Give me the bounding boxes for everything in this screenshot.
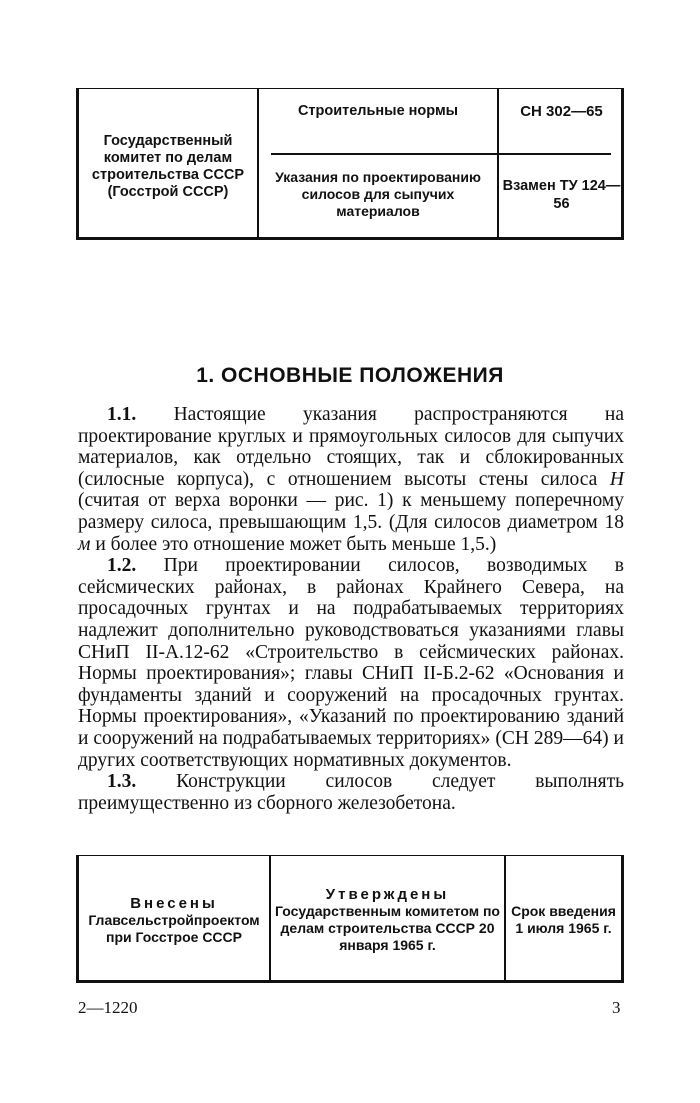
introduced-label: Внесены bbox=[130, 894, 218, 912]
effective-label: Срок введения bbox=[511, 903, 616, 919]
paragraph-1-1: 1.1. Настоящие указания распространяются на проектирование круглых и прямоугольных силосов для сыпучих материалов, как отдельно стоящих, так и сблокированных (силосные корпуса), с отношением высоты стены силоса Н (считая от верха воронки — рис. 1) к меньшему поперечному размеру силоса, превышающим 1,5. (Для силосов диаметром 18 м и более это отношение может быть меньше 1,5.) bbox=[78, 404, 624, 555]
effective-cell bbox=[506, 856, 621, 980]
approval-table bbox=[76, 855, 624, 983]
header-replaces: Взамен ТУ 124—56 bbox=[502, 178, 621, 212]
header-organization: Государственный комитет по делам строительства СССР (Госстрой СССР) bbox=[91, 133, 245, 200]
body-text bbox=[78, 404, 624, 814]
approved-cell bbox=[271, 856, 504, 980]
header-table bbox=[76, 88, 624, 240]
paragraph-1-2: 1.2. При проектировании силосов, возводимых в сейсмических районах, в районах Крайнего Севера, на просадочных грунтах и на подрабатываемых территориях надлежит дополнительно руководствоваться указаниями главы СНиП II-А.12-62 «Строительство в сейсмических районах. Нормы проектирования»; главы СНиП II-Б.2-62 «Основания и фундаменты зданий и сооружений на просадочных грунтах. Нормы проектирования», «Указаний по проектированию зданий и сооружений на подрабатываемых территориях» (СН 289—64) и других соответствующих нормативных документов. bbox=[78, 555, 624, 771]
section-title: 1. ОСНОВНЫЕ ПОЛОЖЕНИЯ bbox=[196, 364, 504, 387]
effective-date: 1 июля 1965 г. bbox=[515, 920, 612, 936]
header-code: СН 302—65 bbox=[520, 103, 603, 120]
approved-by: Государственным комитетом по делам строительства СССР 20 января 1965 г. bbox=[275, 903, 500, 953]
header-doc-type: Строительные нормы bbox=[297, 103, 459, 119]
page-number: 3 bbox=[612, 998, 621, 1017]
paragraph-1-3: 1.3. Конструкции силосов следует выполнять преимущественно из сборного железобетона. bbox=[78, 771, 624, 814]
introduced-by: Главсельстройпроектом при Госстрое СССР bbox=[88, 911, 260, 945]
header-rule bbox=[271, 153, 611, 155]
clause-number: 1.3. bbox=[107, 771, 137, 793]
clause-number: 1.1. bbox=[107, 404, 137, 425]
print-code: 2—1220 bbox=[78, 998, 138, 1017]
clause-number: 1.2. bbox=[107, 555, 137, 577]
approved-label: Утверждены bbox=[325, 886, 450, 903]
introduced-cell bbox=[79, 856, 269, 980]
header-title: Указания по проектированию силосов для сыпучих материалов bbox=[275, 169, 481, 219]
